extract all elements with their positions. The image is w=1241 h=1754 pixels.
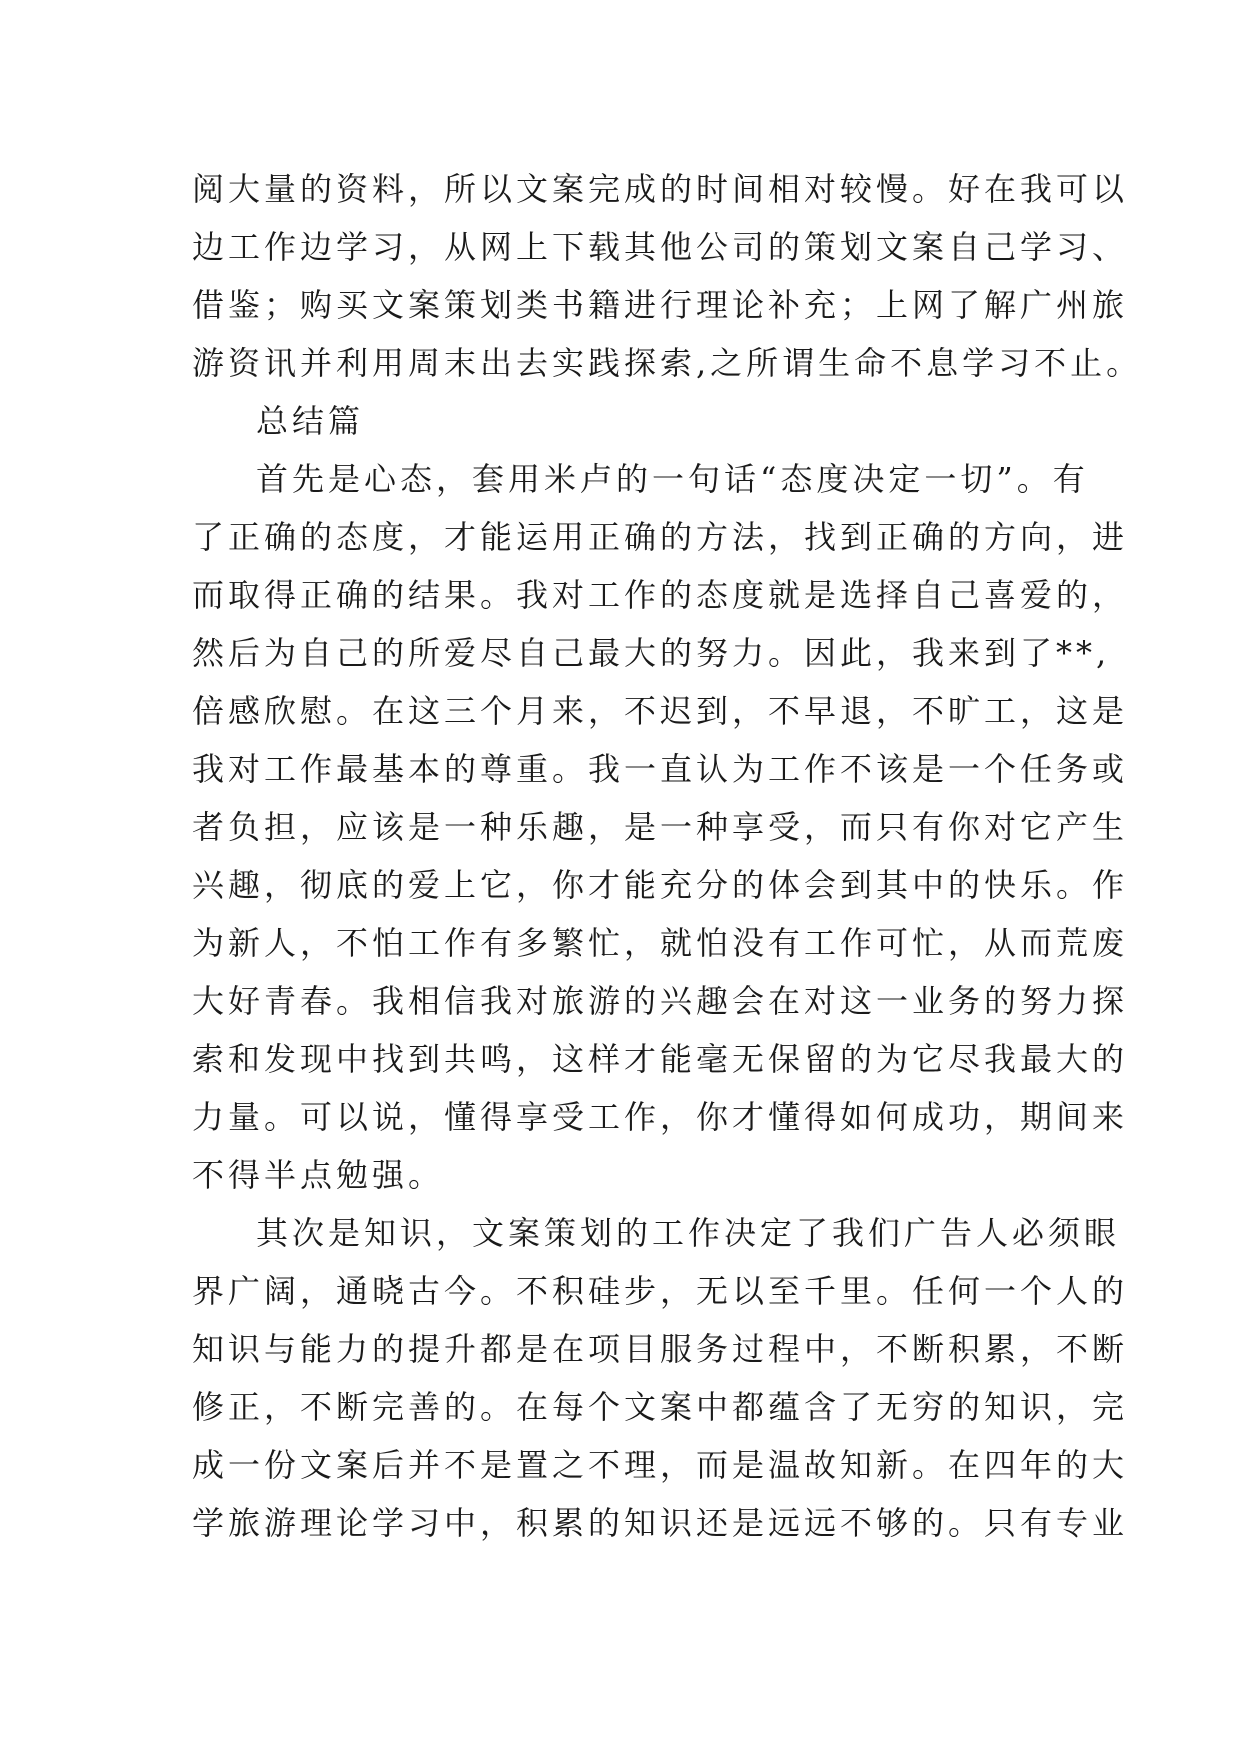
text-line: 了正确的态度，才能运用正确的方法，找到正确的方向，进 [192,518,1129,556]
text-line: 界广阔，通晓古今。不积硅步，无以至千里。任何一个人的 [192,1272,1129,1310]
text-line: 我对工作最基本的尊重。我一直认为工作不该是一个任务或 [192,750,1129,788]
text-line: 首先是心态，套用米卢的一句话“态度决定一切”。有 [256,460,1089,498]
text-line: 知识与能力的提升都是在项目服务过程中，不断积累，不断 [192,1330,1129,1368]
text-line: 然后为自己的所爱尽自己最大的努力。因此，我来到了**, [192,634,1111,672]
text-line: 学旅游理论学习中，积累的知识还是远远不够的。只有专业 [192,1504,1129,1542]
text-line: 兴趣，彻底的爱上它，你才能充分的体会到其中的快乐。作 [192,866,1129,904]
text-line: 成一份文案后并不是置之不理，而是温故知新。在四年的大 [192,1446,1129,1484]
text-line: 不得半点勉强。 [192,1156,445,1194]
body-text [192,160,1143,1552]
text-line: 大好青春。我相信我对旅游的兴趣会在对这一业务的努力探 [192,982,1129,1020]
text-line: 借鉴；购买文案策划类书籍进行理论补充；上网了解广州旅 [192,286,1129,324]
text-line: 阅大量的资料，所以文案完成的时间相对较慢。好在我可以 [192,170,1129,208]
text-line: 倍感欣慰。在这三个月来，不迟到，不早退，不旷工，这是 [192,692,1129,730]
text-line: 为新人，不怕工作有多繁忙，就怕没有工作可忙，从而荒废 [192,924,1129,962]
text-line: 力量。可以说，懂得享受工作，你才懂得如何成功，期间来 [192,1098,1129,1136]
text-line: 而取得正确的结果。我对工作的态度就是选择自己喜爱的， [192,576,1129,614]
text-line: 其次是知识，文案策划的工作决定了我们广告人必须眼 [256,1214,1121,1252]
text-line: 总结篇 [256,402,365,440]
text-line: 边工作边学习，从网上下载其他公司的策划文案自己学习、 [192,228,1129,266]
text-line: 游资讯并利用周末出去实践探索,之所谓生命不息学习不止。 [192,344,1143,382]
text-line: 索和发现中找到共鸣，这样才能毫无保留的为它尽我最大的 [192,1040,1129,1078]
text-line: 者负担，应该是一种乐趣，是一种享受，而只有你对它产生 [192,808,1129,846]
text-line: 修正，不断完善的。在每个文案中都蕴含了无穷的知识，完 [192,1388,1129,1426]
